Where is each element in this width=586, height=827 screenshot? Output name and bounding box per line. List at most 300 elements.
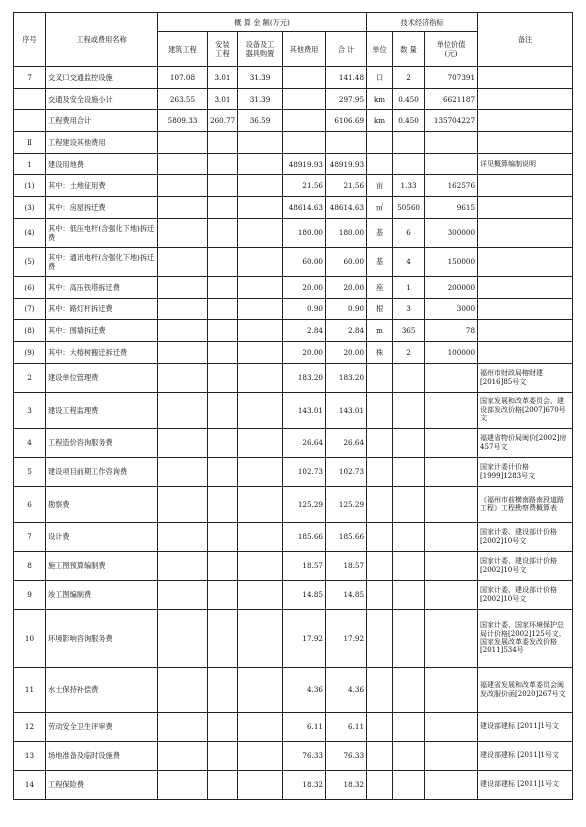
cell-unit: 座 bbox=[367, 276, 393, 298]
table-row bbox=[14, 175, 573, 197]
cell-qty: 1 bbox=[393, 276, 425, 298]
cell-unit bbox=[367, 741, 393, 770]
cell-price bbox=[425, 712, 478, 741]
table-row bbox=[14, 197, 573, 219]
cell-name: 其中：围墙拆迁费 bbox=[46, 320, 158, 342]
cell-note bbox=[478, 218, 573, 247]
cell-seq: (4) bbox=[14, 218, 46, 247]
cell-name: 设计费 bbox=[46, 522, 158, 551]
cell-total: 0.90 bbox=[326, 298, 367, 320]
cell-name: 其中：高压铁塔拆迁费 bbox=[46, 276, 158, 298]
cell-qty: 3 bbox=[393, 298, 425, 320]
cell-install bbox=[208, 363, 238, 392]
cell-unit bbox=[367, 609, 393, 667]
cell-other: 102.73 bbox=[283, 457, 326, 486]
cell-qty bbox=[393, 486, 425, 522]
cell-other bbox=[283, 88, 326, 110]
cell-price: 150000 bbox=[425, 247, 478, 276]
header-tech-group: 技术经济指标 bbox=[367, 13, 478, 32]
cell-equip bbox=[238, 522, 283, 551]
cell-price bbox=[425, 486, 478, 522]
cell-unit bbox=[367, 153, 393, 175]
cell-price bbox=[425, 363, 478, 392]
cell-build bbox=[158, 667, 208, 712]
cell-equip: 31.39 bbox=[238, 67, 283, 89]
cell-price bbox=[425, 153, 478, 175]
cell-seq: (7) bbox=[14, 298, 46, 320]
cell-total: 143.01 bbox=[326, 392, 367, 428]
cell-qty: 2 bbox=[393, 67, 425, 89]
cell-total: 102.73 bbox=[326, 457, 367, 486]
cell-build bbox=[158, 486, 208, 522]
cell-price bbox=[425, 392, 478, 428]
cell-qty: 0.450 bbox=[393, 88, 425, 110]
cell-note: 福州市财政局榕财建[2016]85号文 bbox=[478, 363, 573, 392]
cell-note: 国家计委、建设部计价格[2002]10号文 bbox=[478, 551, 573, 580]
cell-equip: 36.59 bbox=[238, 110, 283, 132]
cell-note: 国家计委、建设部计价格[2002]10号文 bbox=[478, 522, 573, 551]
cell-seq: 11 bbox=[14, 667, 46, 712]
cell-name: 其中：通讯电杆(含强化下地)拆迁费 bbox=[46, 247, 158, 276]
cell-price bbox=[425, 770, 478, 799]
cell-total: 185.66 bbox=[326, 522, 367, 551]
cell-unit bbox=[367, 428, 393, 457]
cell-install: 3.01 bbox=[208, 67, 238, 89]
cell-unit: 基 bbox=[367, 247, 393, 276]
header-equip: 设备及工 器具购置 bbox=[238, 32, 283, 67]
cell-unit bbox=[367, 580, 393, 609]
table-row bbox=[14, 712, 573, 741]
cell-unit bbox=[367, 667, 393, 712]
cell-unit: 基 bbox=[367, 218, 393, 247]
cell-price bbox=[425, 551, 478, 580]
cell-equip bbox=[238, 298, 283, 320]
cell-other: 143.01 bbox=[283, 392, 326, 428]
cell-qty bbox=[393, 132, 425, 154]
cell-other bbox=[283, 110, 326, 132]
cell-name: 施工图预算编制费 bbox=[46, 551, 158, 580]
cell-qty: 1.33 bbox=[393, 175, 425, 197]
cell-unit bbox=[367, 486, 393, 522]
cell-build bbox=[158, 609, 208, 667]
cell-price bbox=[425, 667, 478, 712]
cell-name: 建设工程监理费 bbox=[46, 392, 158, 428]
cell-install bbox=[208, 712, 238, 741]
cell-name: 工程费用合计 bbox=[46, 110, 158, 132]
cell-note bbox=[478, 320, 573, 342]
cell-unit bbox=[367, 363, 393, 392]
cell-build bbox=[158, 712, 208, 741]
cell-name: 场地准备及临时设施费 bbox=[46, 741, 158, 770]
table-row bbox=[14, 153, 573, 175]
table-row bbox=[14, 276, 573, 298]
cell-equip bbox=[238, 667, 283, 712]
cell-other: 76.33 bbox=[283, 741, 326, 770]
cell-install bbox=[208, 218, 238, 247]
cell-name: 勘察费 bbox=[46, 486, 158, 522]
cell-total: 6.11 bbox=[326, 712, 367, 741]
cell-other: 4.36 bbox=[283, 667, 326, 712]
cell-install bbox=[208, 741, 238, 770]
cell-install bbox=[208, 428, 238, 457]
header-qty: 数 量 bbox=[393, 32, 425, 67]
cell-install bbox=[208, 609, 238, 667]
cell-name: 其中：大榕树搬迁拆迁费 bbox=[46, 341, 158, 363]
cell-note: 国家计委、国家环境保护总局计价格[2002]125号文、国家发展改革委发改价格[2011]534号 bbox=[478, 609, 573, 667]
cell-seq: Ⅱ bbox=[14, 132, 46, 154]
header-seq: 序号 bbox=[14, 13, 46, 67]
cell-build bbox=[158, 341, 208, 363]
cell-qty bbox=[393, 522, 425, 551]
header-remarks: 备注 bbox=[478, 13, 573, 67]
cell-equip bbox=[238, 609, 283, 667]
cell-total: 26.64 bbox=[326, 428, 367, 457]
budget-page bbox=[13, 12, 573, 800]
cell-other: 0.90 bbox=[283, 298, 326, 320]
cell-name: 工程造价咨询服务费 bbox=[46, 428, 158, 457]
cell-price: 100000 bbox=[425, 341, 478, 363]
cell-unit: 株 bbox=[367, 341, 393, 363]
cell-total: 48614.63 bbox=[326, 197, 367, 219]
cell-build bbox=[158, 218, 208, 247]
cell-note: 福建省物价局闽价[2002]房457号文 bbox=[478, 428, 573, 457]
cell-price: 162576 bbox=[425, 175, 478, 197]
table-row bbox=[14, 392, 573, 428]
table-header bbox=[14, 13, 573, 67]
cell-note bbox=[478, 197, 573, 219]
cell-equip bbox=[238, 153, 283, 175]
table-row bbox=[14, 341, 573, 363]
cell-name: 水土保持补偿费 bbox=[46, 667, 158, 712]
cell-install bbox=[208, 175, 238, 197]
cell-install bbox=[208, 153, 238, 175]
cell-name: 其中：土地征用费 bbox=[46, 175, 158, 197]
cell-note: 福建省发展和改革委员会闽发改服价函[2020]267号文 bbox=[478, 667, 573, 712]
cell-unit: m bbox=[367, 320, 393, 342]
cell-build bbox=[158, 175, 208, 197]
cell-name: 工程保险费 bbox=[46, 770, 158, 799]
cell-install bbox=[208, 667, 238, 712]
cell-install bbox=[208, 247, 238, 276]
header-install: 安装 工程 bbox=[208, 32, 238, 67]
cell-note bbox=[478, 88, 573, 110]
cell-total: 2.84 bbox=[326, 320, 367, 342]
cell-other: 183.20 bbox=[283, 363, 326, 392]
cell-build bbox=[158, 320, 208, 342]
header-total: 合 计 bbox=[326, 32, 367, 67]
cell-note bbox=[478, 175, 573, 197]
cell-equip bbox=[238, 580, 283, 609]
cell-unit bbox=[367, 551, 393, 580]
cell-seq: (9) bbox=[14, 341, 46, 363]
cell-build bbox=[158, 428, 208, 457]
cell-equip bbox=[238, 197, 283, 219]
table-body bbox=[14, 67, 573, 800]
table-row bbox=[14, 667, 573, 712]
cell-build bbox=[158, 392, 208, 428]
cell-qty bbox=[393, 392, 425, 428]
cell-install bbox=[208, 132, 238, 154]
cell-name: 建设单位管理费 bbox=[46, 363, 158, 392]
cell-qty bbox=[393, 609, 425, 667]
cell-seq: 8 bbox=[14, 551, 46, 580]
table-row bbox=[14, 741, 573, 770]
cell-equip bbox=[238, 175, 283, 197]
cell-qty bbox=[393, 551, 425, 580]
table-row bbox=[14, 132, 573, 154]
cell-equip bbox=[238, 551, 283, 580]
cell-name: 其中：路灯杆拆迁费 bbox=[46, 298, 158, 320]
cell-build bbox=[158, 741, 208, 770]
cell-unit bbox=[367, 392, 393, 428]
cell-install bbox=[208, 486, 238, 522]
cell-build bbox=[158, 276, 208, 298]
cell-other bbox=[283, 132, 326, 154]
cell-unit bbox=[367, 132, 393, 154]
cell-note bbox=[478, 341, 573, 363]
cell-total: 6106.69 bbox=[326, 110, 367, 132]
cell-total: 180.00 bbox=[326, 218, 367, 247]
cell-qty bbox=[393, 457, 425, 486]
cell-qty bbox=[393, 712, 425, 741]
table-row bbox=[14, 110, 573, 132]
cell-other: 6.11 bbox=[283, 712, 326, 741]
cell-install bbox=[208, 457, 238, 486]
budget-table bbox=[13, 12, 573, 800]
cell-build bbox=[158, 580, 208, 609]
cell-seq: 7 bbox=[14, 522, 46, 551]
cell-seq: 6 bbox=[14, 486, 46, 522]
cell-total: 14.85 bbox=[326, 580, 367, 609]
cell-other: 26.64 bbox=[283, 428, 326, 457]
cell-build: 5809.33 bbox=[158, 110, 208, 132]
cell-unit: km bbox=[367, 110, 393, 132]
cell-qty: 6 bbox=[393, 218, 425, 247]
cell-note bbox=[478, 67, 573, 89]
table-row bbox=[14, 457, 573, 486]
cell-equip bbox=[238, 320, 283, 342]
cell-note bbox=[478, 247, 573, 276]
cell-equip bbox=[238, 132, 283, 154]
cell-build bbox=[158, 363, 208, 392]
cell-price bbox=[425, 741, 478, 770]
cell-build: 263.55 bbox=[158, 88, 208, 110]
cell-total: 76.33 bbox=[326, 741, 367, 770]
cell-total: 18.57 bbox=[326, 551, 367, 580]
cell-other: 180.00 bbox=[283, 218, 326, 247]
cell-qty bbox=[393, 153, 425, 175]
cell-equip bbox=[238, 486, 283, 522]
cell-other bbox=[283, 67, 326, 89]
cell-equip bbox=[238, 770, 283, 799]
cell-qty bbox=[393, 428, 425, 457]
table-row bbox=[14, 247, 573, 276]
cell-unit bbox=[367, 457, 393, 486]
cell-install bbox=[208, 197, 238, 219]
cell-other: 21.56 bbox=[283, 175, 326, 197]
cell-equip: 31.39 bbox=[238, 88, 283, 110]
cell-install bbox=[208, 551, 238, 580]
cell-qty bbox=[393, 580, 425, 609]
cell-install bbox=[208, 392, 238, 428]
cell-seq: 7 bbox=[14, 67, 46, 89]
cell-unit: 亩 bbox=[367, 175, 393, 197]
cell-total: 60.00 bbox=[326, 247, 367, 276]
cell-total: 297.95 bbox=[326, 88, 367, 110]
header-budget-group: 概 算 金 额(万元) bbox=[158, 13, 367, 32]
table-row bbox=[14, 770, 573, 799]
cell-qty: 4 bbox=[393, 247, 425, 276]
cell-equip bbox=[238, 218, 283, 247]
cell-name: 其中：低压电杆(含强化下地)拆迁费 bbox=[46, 218, 158, 247]
cell-price: 78 bbox=[425, 320, 478, 342]
cell-seq: 3 bbox=[14, 392, 46, 428]
cell-other: 18.57 bbox=[283, 551, 326, 580]
table-row bbox=[14, 218, 573, 247]
cell-build bbox=[158, 522, 208, 551]
cell-unit: 口 bbox=[367, 67, 393, 89]
cell-note: 《福州市前横南路南段道路工程》工程勘察费概算表 bbox=[478, 486, 573, 522]
cell-name: 建设项目前期工作咨询费 bbox=[46, 457, 158, 486]
cell-other: 20.00 bbox=[283, 341, 326, 363]
cell-unit: km bbox=[367, 88, 393, 110]
cell-build bbox=[158, 132, 208, 154]
cell-other: 125.29 bbox=[283, 486, 326, 522]
cell-seq: (5) bbox=[14, 247, 46, 276]
cell-qty bbox=[393, 363, 425, 392]
cell-note bbox=[478, 132, 573, 154]
table-row bbox=[14, 67, 573, 89]
table-row bbox=[14, 428, 573, 457]
cell-qty bbox=[393, 667, 425, 712]
header-build: 建筑工程 bbox=[158, 32, 208, 67]
cell-price bbox=[425, 428, 478, 457]
cell-other: 60.00 bbox=[283, 247, 326, 276]
cell-total: 18.32 bbox=[326, 770, 367, 799]
cell-seq: 13 bbox=[14, 741, 46, 770]
cell-build: 107.08 bbox=[158, 67, 208, 89]
cell-seq: 10 bbox=[14, 609, 46, 667]
cell-total: 21.56 bbox=[326, 175, 367, 197]
cell-equip bbox=[238, 363, 283, 392]
cell-seq: (6) bbox=[14, 276, 46, 298]
cell-unit: 根 bbox=[367, 298, 393, 320]
cell-seq: (3) bbox=[14, 197, 46, 219]
cell-qty: 2 bbox=[393, 341, 425, 363]
cell-total: 4.36 bbox=[326, 667, 367, 712]
cell-build bbox=[158, 298, 208, 320]
cell-other: 48919.93 bbox=[283, 153, 326, 175]
cell-other: 48614.63 bbox=[283, 197, 326, 219]
cell-name: 交叉口交通监控设施 bbox=[46, 67, 158, 89]
cell-seq bbox=[14, 110, 46, 132]
cell-build bbox=[158, 457, 208, 486]
cell-name: 工程建设其他费用 bbox=[46, 132, 158, 154]
cell-qty: 0.450 bbox=[393, 110, 425, 132]
cell-install bbox=[208, 341, 238, 363]
cell-seq: (8) bbox=[14, 320, 46, 342]
table-row bbox=[14, 298, 573, 320]
table-row bbox=[14, 88, 573, 110]
cell-install bbox=[208, 276, 238, 298]
table-row bbox=[14, 486, 573, 522]
cell-seq: (1) bbox=[14, 175, 46, 197]
header-name: 工程或费用名称 bbox=[46, 13, 158, 67]
cell-build bbox=[158, 153, 208, 175]
cell-price bbox=[425, 522, 478, 551]
cell-price bbox=[425, 609, 478, 667]
cell-note: 建设部建标 [2011]1号文 bbox=[478, 712, 573, 741]
cell-equip bbox=[238, 741, 283, 770]
cell-note: 建设部建标 [2011]1号文 bbox=[478, 770, 573, 799]
cell-seq: 4 bbox=[14, 428, 46, 457]
cell-seq: 14 bbox=[14, 770, 46, 799]
cell-price: 9615 bbox=[425, 197, 478, 219]
header-price: 单位价值 (元) bbox=[425, 32, 478, 67]
cell-price bbox=[425, 457, 478, 486]
cell-other: 14.85 bbox=[283, 580, 326, 609]
cell-note: 建设部建标 [2011]1号文 bbox=[478, 741, 573, 770]
table-row bbox=[14, 320, 573, 342]
cell-price: 300000 bbox=[425, 218, 478, 247]
cell-other: 20.00 bbox=[283, 276, 326, 298]
cell-note bbox=[478, 276, 573, 298]
cell-note: 国家计委计价格[1999]1283号文 bbox=[478, 457, 573, 486]
cell-total: 141.48 bbox=[326, 67, 367, 89]
cell-price: 135704227 bbox=[425, 110, 478, 132]
cell-unit bbox=[367, 712, 393, 741]
cell-equip bbox=[238, 428, 283, 457]
cell-equip bbox=[238, 341, 283, 363]
cell-seq: 5 bbox=[14, 457, 46, 486]
cell-name: 交通及安全设施小计 bbox=[46, 88, 158, 110]
cell-name: 劳动安全卫生评审费 bbox=[46, 712, 158, 741]
cell-price bbox=[425, 132, 478, 154]
cell-equip bbox=[238, 247, 283, 276]
cell-price: 200000 bbox=[425, 276, 478, 298]
cell-qty: 50560 bbox=[393, 197, 425, 219]
cell-other: 185.66 bbox=[283, 522, 326, 551]
cell-name: 竣工图编制费 bbox=[46, 580, 158, 609]
cell-price: 707391 bbox=[425, 67, 478, 89]
cell-note: 详见概算编制说明 bbox=[478, 153, 573, 175]
cell-unit bbox=[367, 522, 393, 551]
cell-price: 3000 bbox=[425, 298, 478, 320]
table-row bbox=[14, 551, 573, 580]
cell-total bbox=[326, 132, 367, 154]
table-row bbox=[14, 522, 573, 551]
cell-note: 国家计委、建设部计价格[2002]10号文 bbox=[478, 580, 573, 609]
cell-total: 125.29 bbox=[326, 486, 367, 522]
cell-seq: 9 bbox=[14, 580, 46, 609]
cell-equip bbox=[238, 392, 283, 428]
cell-build bbox=[158, 247, 208, 276]
cell-equip bbox=[238, 712, 283, 741]
table-row bbox=[14, 580, 573, 609]
cell-total: 20.00 bbox=[326, 341, 367, 363]
cell-unit: ㎡ bbox=[367, 197, 393, 219]
cell-total: 48919.93 bbox=[326, 153, 367, 175]
cell-install: 3.01 bbox=[208, 88, 238, 110]
cell-build bbox=[158, 197, 208, 219]
cell-install bbox=[208, 298, 238, 320]
cell-build bbox=[158, 770, 208, 799]
table-row bbox=[14, 609, 573, 667]
cell-qty: 365 bbox=[393, 320, 425, 342]
cell-note: 国家发展和改革委员会、建设部发改价格[2007]670号文 bbox=[478, 392, 573, 428]
cell-name: 其中：房屋拆迁费 bbox=[46, 197, 158, 219]
cell-install bbox=[208, 770, 238, 799]
